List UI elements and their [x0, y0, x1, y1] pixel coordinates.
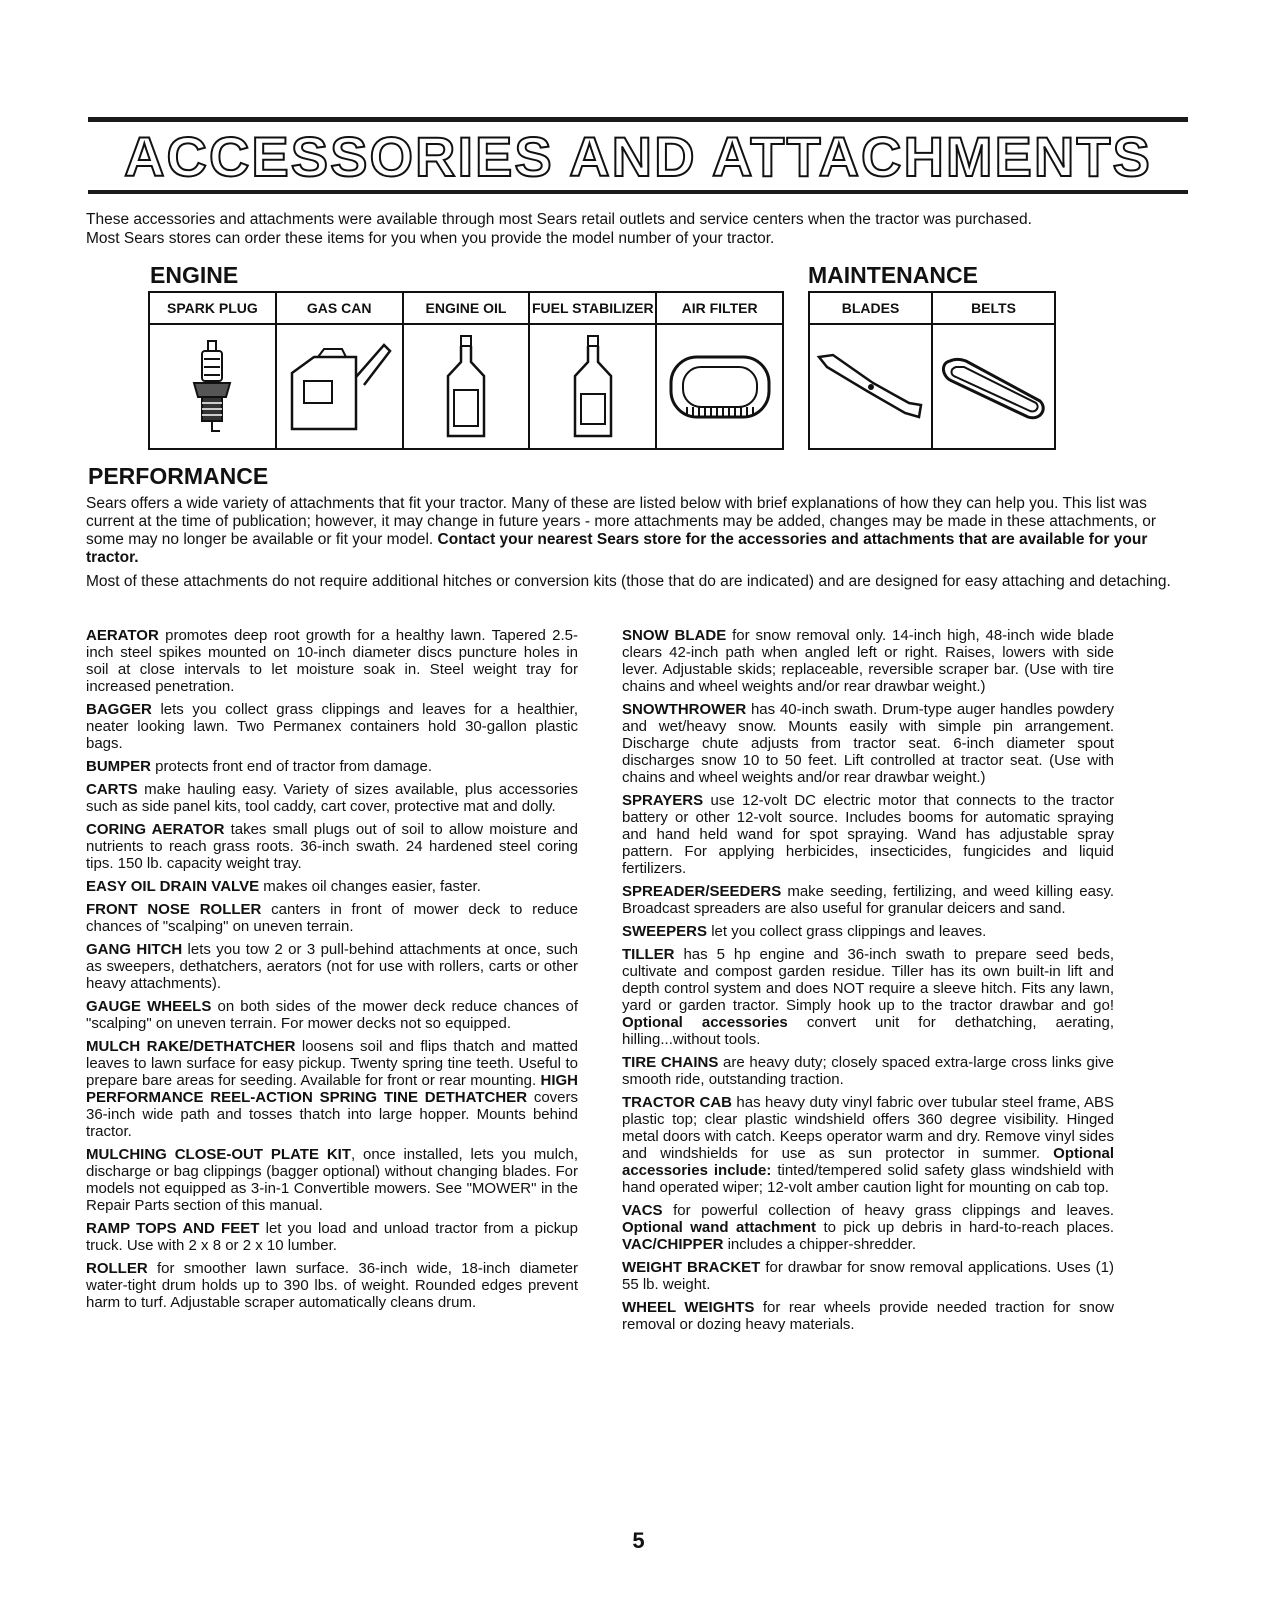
desc-wheel-weights: for rear wheels provide needed traction for snow removal or dozing heavy materials. — [622, 1299, 1114, 1333]
spark-plug-cell — [149, 324, 276, 449]
entry-tire-chains — [622, 1054, 1114, 1088]
desc-tiller: has 5 hp engine and 36-inch swath to prepare seed beds, cultivate and compost garden residue. Tiller has its own built-in lift and depth control system and does NOT require a sleeve hitch. Fits any lawn, yard or garden tractor. Simply hook up to the tractor drawbar and go! — [622, 946, 1114, 1014]
desc-gang-hitch: lets you tow 2 or 3 pull-behind attachments at once, such as sweepers, dethatchers, aerators (not for use with rollers, carts or other heavy attachments). — [86, 941, 578, 992]
entry-spreader-seeders — [622, 883, 1114, 917]
intro-text — [86, 210, 1196, 248]
entry-carts — [86, 781, 578, 815]
entry-mulch-rake-dethatcher — [86, 1038, 578, 1140]
top-rule — [88, 117, 1188, 122]
entry-bagger — [86, 701, 578, 752]
term-tractor-cab: TRACTOR CAB — [622, 1094, 732, 1111]
desc-mulch-rake-dethatcher: loosens soil and flips thatch and matted leaves to lawn surface for easy pickup. Twenty spring tine teeth. Useful to prepare bare areas for seeding. Available for front or rear mounting. — [86, 1038, 578, 1089]
entry-aerator — [86, 627, 578, 695]
term-gang-hitch: GANG HITCH — [86, 941, 183, 958]
term-ramp-tops-and-feet: RAMP TOPS AND FEET — [86, 1220, 260, 1237]
entry-snow-blade — [622, 627, 1114, 695]
term-tiller: TILLER — [622, 946, 675, 963]
term-weight-bracket: WEIGHT BRACKET — [622, 1259, 761, 1276]
page-title: ACCESSORIES AND ATTACHMENTS — [124, 125, 1152, 188]
entry-sprayers — [622, 792, 1114, 877]
desc-easy-oil-drain-valve: makes oil changes easier, faster. — [259, 878, 481, 895]
entry-sweepers — [622, 923, 1114, 940]
blades-label: BLADES — [809, 292, 932, 324]
vacs-optional-wand: Optional wand attachment — [622, 1219, 817, 1236]
desc-tire-chains: are heavy duty; closely spaced extra-large cross links give smooth ride, outstanding traction. — [622, 1054, 1114, 1088]
gas-can-icon — [284, 337, 394, 437]
term-vacs: VACS — [622, 1202, 663, 1219]
term-gauge-wheels: GAUGE WHEELS — [86, 998, 212, 1015]
desc-coring-aerator: takes small plugs out of soil to allow moisture and nutrients to reach grass roots. 36-inch swath. 24 hardened steel coring tips. 150 lb. capacity weight tray. — [86, 821, 578, 872]
term-wheel-weights: WHEEL WEIGHTS — [622, 1299, 755, 1316]
term-tire-chains: TIRE CHAINS — [622, 1054, 719, 1071]
term-mulch-rake-dethatcher: MULCH RAKE/DETHATCHER — [86, 1038, 296, 1055]
performance-p1-text: Sears offers a wide variety of attachments that fit your tractor. Many of these are listed below with brief explanations of how they can help you. This list was current at the time of publication; however, it may change in future years - more attachments may be added, changes may be made in these attachments, or some may no longer be available or fit your model. — [86, 495, 1157, 548]
cab-optional-accessories: Optional accessories include: — [622, 1145, 1114, 1179]
desc-ramp-tops-and-feet: let you load and unload tractor from a pickup truck. Use with 2 x 8 or 2 x 10 lumber. — [86, 1220, 578, 1254]
belts-label: BELTS — [932, 292, 1055, 324]
performance-p1-bold: Contact your nearest Sears store for the accessories and attachments that are available for your tractor. — [86, 531, 1148, 566]
entry-tiller — [622, 946, 1114, 1048]
desc-mulching-close-out-plate-kit: , once installed, lets you mulch, discharge or bag clippings (bagger optional) without changing blades. For models not equipped as 3-in-1 Convertible mowers. See "MOWER" in the Repair Parts section of this manual. — [86, 1146, 578, 1214]
desc-bumper: protects front end of tractor from damage. — [151, 758, 432, 775]
performance-paragraph-2: Most of these attachments do not require additional hitches or conversion kits (those that do are indicated) and are designed for easy attaching and detaching. — [86, 573, 1171, 590]
fuel-stabilizer-label: FUEL STABILIZER — [529, 292, 656, 324]
entry-gauge-wheels — [86, 998, 578, 1032]
term-reel-action-dethatcher: HIGH PERFORMANCE REEL-ACTION SPRING TINE DETHATCHER — [86, 1072, 578, 1106]
term-vac-chipper: VAC/CHIPPER — [622, 1236, 724, 1253]
belt-icon — [936, 347, 1051, 427]
belts-cell — [932, 324, 1055, 449]
desc-sprayers: use 12-volt DC electric motor that connects to the tractor battery or other 12-volt source. Includes booms for automatic spraying and hand held wand for spot spraying. Wand has adjustable spray pattern. For applying herbicides, insecticides, fungicides and liquid fertilizers. — [622, 792, 1114, 877]
oil-bottle-icon — [436, 332, 496, 442]
engine-heading: ENGINE — [150, 262, 239, 288]
term-aerator: AERATOR — [86, 627, 159, 644]
desc-tractor-cab: has heavy duty vinyl fabric over tubular steel frame, ABS plastic top; clear plastic windshield offers 360 degree visibility. Hinged metal doors with catch. Keeps operator warm and dry. Remove vinyl sides and windshields for use as sun protector in summer. — [622, 1094, 1114, 1162]
performance-heading: PERFORMANCE — [88, 463, 269, 489]
term-spreader-seeders: SPREADER/SEEDERS — [622, 883, 782, 900]
term-sprayers: SPRAYERS — [622, 792, 704, 809]
desc-snowthrower: has 40-inch swath. Drum-type auger handles powdery and wet/heavy snow. Mounts easily with simple pin arrangement. Discharge chute adjusts from tractor seat. 6-inch diameter spout discharges snow 10 to 50 feet. Lift controlled at tractor seat. (Use with chains and wheel weights and/or rear drawbar weight.) — [622, 701, 1114, 786]
performance-description — [86, 495, 1196, 597]
desc-vacs: for powerful collection of heavy grass clippings and leaves. — [662, 1202, 1114, 1219]
air-filter-cell — [656, 324, 783, 449]
engine-oil-label: ENGINE OIL — [403, 292, 530, 324]
air-filter-label: AIR FILTER — [656, 292, 783, 324]
title-underline-rule — [88, 190, 1188, 194]
desc-reel-action-dethatcher: covers 36-inch wide path and tosses thatch into large hopper. Mounts behind tractor. — [86, 1089, 578, 1140]
performance-paragraph-1 — [86, 495, 1196, 567]
desc-spreader-seeders: make seeding, fertilizing, and weed killing easy. Broadcast spreaders are also useful for granular deicers and sand. — [622, 883, 1114, 917]
intro-line-2: Most Sears stores can order these items for you when you provide the model number of your tractor. — [86, 230, 775, 247]
spark-plug-icon — [182, 337, 242, 437]
entry-roller — [86, 1260, 578, 1311]
term-snowthrower: SNOWTHROWER — [622, 701, 747, 718]
page-number: 5 — [632, 1528, 645, 1553]
entry-mulching-close-out-plate-kit — [86, 1146, 578, 1214]
engine-accessories-table — [148, 291, 784, 450]
entry-tractor-cab — [622, 1094, 1114, 1196]
gas-can-cell — [276, 324, 403, 449]
term-bumper: BUMPER — [86, 758, 152, 775]
tiller-optional-accessories: Optional accessories — [622, 1014, 788, 1031]
entry-coring-aerator — [86, 821, 578, 872]
entry-weight-bracket — [622, 1259, 1114, 1293]
entry-easy-oil-drain-valve — [86, 878, 578, 895]
term-coring-aerator: CORING AERATOR — [86, 821, 225, 838]
term-sweepers: SWEEPERS — [622, 923, 708, 940]
right-attachment-column — [622, 627, 1114, 1339]
maintenance-accessories-table — [808, 291, 1056, 450]
term-carts: CARTS — [86, 781, 138, 798]
desc-cab-optional: tinted/tempered solid safety glass windshield with hand operated wiper; 12-volt amber caution light for mounting on cab top. — [622, 1162, 1114, 1196]
fuel-stabilizer-cell — [529, 324, 656, 449]
stabilizer-bottle-icon — [563, 332, 623, 442]
intro-line-1: These accessories and attachments were available through most Sears retail outlets and service centers when the tractor was purchased. — [86, 211, 1032, 228]
desc-gauge-wheels: on both sides of the mower deck reduce chances of "scalping" on uneven terrain. For mower decks not so equipped. — [86, 998, 578, 1032]
desc-tiller-optional: convert unit for dethatching, aerating, hilling...without tools. — [622, 1014, 1114, 1048]
desc-roller: for smoother lawn surface. 36-inch wide, 18-inch diameter water-tight drum holds up to 390 lbs. of weight. Rounded edges prevent harm to turf. Adjustable scraper automatically cleans drum. — [86, 1260, 578, 1311]
entry-gang-hitch — [86, 941, 578, 992]
gas-can-label: GAS CAN — [276, 292, 403, 324]
term-snow-blade: SNOW BLADE — [622, 627, 727, 644]
term-roller: ROLLER — [86, 1260, 148, 1277]
spark-plug-label: SPARK PLUG — [149, 292, 276, 324]
desc-aerator: promotes deep root growth for a healthy lawn. Tapered 2.5-inch steel spikes mounted on 10-inch diameter discs puncture holes in soil at close intervals to let moisture soak in. Steel weight tray for increased penetration. — [86, 627, 578, 695]
entry-vacs — [622, 1202, 1114, 1253]
blade-icon — [813, 347, 928, 427]
entry-front-nose-roller — [86, 901, 578, 935]
desc-sweepers: let you collect grass clippings and leaves. — [707, 923, 987, 940]
term-front-nose-roller: FRONT NOSE ROLLER — [86, 901, 262, 918]
desc-weight-bracket: for drawbar for snow removal applications. Uses (1) 55 lb. weight. — [622, 1259, 1114, 1293]
desc-snow-blade: for snow removal only. 14-inch high, 48-inch wide blade clears 42-inch path when angled left or right. Raises, lowers with side lever. Adjustable skids; replaceable, reversible scraper bar. (Use with tire chains and wheel weights and/or rear drawbar weight.) — [622, 627, 1114, 695]
desc-front-nose-roller: canters in front of mower deck to reduce chances of "scalping" on uneven terrain. — [86, 901, 578, 935]
blades-cell — [809, 324, 932, 449]
maintenance-heading: MAINTENANCE — [808, 262, 978, 288]
desc-vacs-wand: to pick up debris in hard-to-reach places. — [816, 1219, 1114, 1236]
engine-oil-cell — [403, 324, 530, 449]
desc-vac-chipper: includes a chipper-shredder. — [723, 1236, 917, 1253]
entry-ramp-tops-and-feet — [86, 1220, 578, 1254]
entry-wheel-weights — [622, 1299, 1114, 1333]
entry-bumper — [86, 758, 578, 775]
desc-bagger: lets you collect grass clippings and leaves for a healthier, neater looking lawn. Two Permanex containers hold 30-gallon plastic bags. — [86, 701, 578, 752]
air-filter-icon — [665, 347, 775, 427]
term-mulching-close-out-plate-kit: MULCHING CLOSE-OUT PLATE KIT — [86, 1146, 351, 1163]
term-easy-oil-drain-valve: EASY OIL DRAIN VALVE — [86, 878, 260, 895]
term-bagger: BAGGER — [86, 701, 152, 718]
desc-carts: make hauling easy. Variety of sizes available, plus accessories such as side panel kits, tool caddy, cart cover, protective mat and dolly. — [86, 781, 578, 815]
left-attachment-column — [86, 627, 578, 1317]
entry-snowthrower — [622, 701, 1114, 786]
